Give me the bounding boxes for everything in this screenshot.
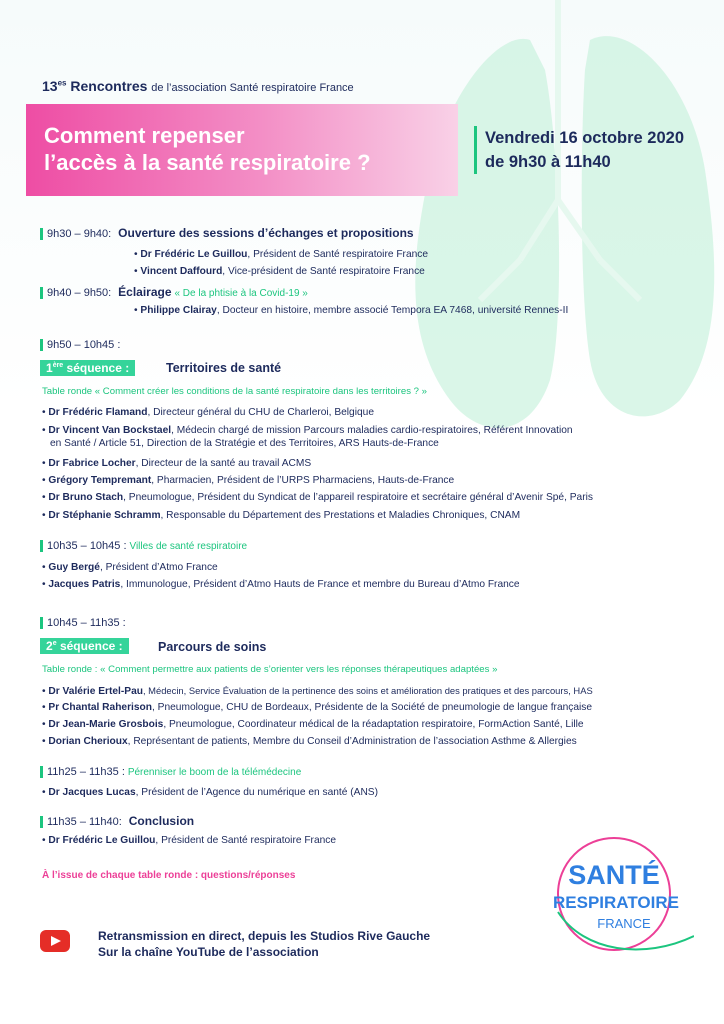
speaker-item: • Dr Valérie Ertel-Pau, Médecin, Service Évaluation de la pertinence des soins et amélioration des pratiques et des parcours, HAS <box>42 685 593 697</box>
seq2-badge: 2e séquence : <box>40 638 129 654</box>
page-title: Comment repenser l’accès à la santé respiratoire ? <box>44 123 371 175</box>
speaker-item: • Dr Bruno Stach, Pneumologue, Président du Syndicat de l’appareil respiratoire et secrétaire général d’Avenir Spé, Paris <box>42 492 593 503</box>
session-title: Villes de santé respiratoire <box>129 541 248 552</box>
session-title: Éclairage <box>118 285 172 299</box>
villes-session-heading <box>40 540 247 552</box>
speaker-item: • Dorian Cherioux, Représentant de patients, Membre du Conseil d’Administration de l’association Asthme & Allergies <box>42 736 577 747</box>
speaker-item: • Dr Stéphanie Schramm, Responsable du Département des Prestations et Maladies Chroniques, CNAM <box>42 510 521 521</box>
seq1-table-round: Table ronde « Comment créer les conditions de la santé respiratoire dans les territoires ? » <box>42 386 428 397</box>
seq2-title: Parcours de soins <box>158 640 267 654</box>
seq2-time: 10h45 – 11h35 : <box>40 617 126 629</box>
speaker-item: • Dr Jacques Lucas, Président de l’Agence du numérique en santé (ANS) <box>42 787 378 798</box>
session-time: 11h35 – 11h40: <box>40 816 122 828</box>
speaker-item: • Guy Bergé, Président d’Atmo France <box>42 562 218 573</box>
speaker-item: • Pr Chantal Raherison, Pneumologue, CHU de Bordeaux, Présidente de la Société de pneumologie de langue française <box>42 702 593 713</box>
edition-line: $13^{es}$ Rencontres de l’association Santé respiratoire France <box>42 78 354 94</box>
session-time: 11h25 – 11h35 : <box>40 766 125 778</box>
conclusion-session-heading <box>40 814 194 828</box>
speaker-item: • Dr Frédéric Flamand, Directeur général du CHU de Charleroi, Belgique <box>42 407 374 418</box>
svg-text:FRANCE: FRANCE <box>597 916 651 931</box>
session-title: Ouverture des sessions d’échanges et propositions <box>118 226 414 240</box>
speaker-item: • Dr Frédéric Le Guillou, Président de Santé respiratoire France <box>134 249 429 260</box>
youtube-icon[interactable] <box>40 930 70 952</box>
speaker-item: • Dr Frédéric Le Guillou, Président de Santé respiratoire France <box>42 835 337 846</box>
session-time: 9h40 – 9h50: <box>40 287 111 299</box>
eclairage-session-heading <box>40 285 308 299</box>
svg-text:SANTÉ: SANTÉ <box>568 860 660 890</box>
title-banner <box>26 104 458 196</box>
sante-respiratoire-logo <box>544 832 694 962</box>
seq1-badge: 1ère séquence : <box>40 360 135 376</box>
session-subtitle: « De la phtisie à la Covid-19 » <box>174 288 308 299</box>
session-time: 10h35 – 10h45 : <box>40 540 127 552</box>
seq1-title: Territoires de santé <box>166 361 282 375</box>
session-time: 9h30 – 9h40: <box>40 228 111 240</box>
speaker-item: • Dr Fabrice Locher, Directeur de la santé au travail ACMS <box>42 458 312 469</box>
event-date: Vendredi 16 octobre 2020 de 9h30 à 11h40 <box>474 126 684 174</box>
qa-note: À l’issue de chaque table ronde : questions/réponses <box>42 870 296 881</box>
speaker-item: • Grégory Tempremant, Pharmacien, Président de l’URPS Pharmaciens, Hauts-de-France <box>42 475 455 486</box>
session-title: Conclusion <box>128 814 195 828</box>
opening-session-heading <box>40 226 414 240</box>
speaker-item: • Dr Jean-Marie Grosbois, Pneumologue, Coordinateur médical de la réadaptation respiratoire, FormAction Santé, Lille <box>42 719 584 730</box>
broadcast-info: Retransmission en direct, depuis les Studios Rive Gauche Sur la chaîne YouTube de l’association <box>98 929 431 959</box>
session-title: Pérenniser le boom de la télémédecine <box>127 767 302 778</box>
svg-text:RESPIRATOIRE: RESPIRATOIRE <box>553 893 679 912</box>
speaker-item: • Dr Vincent Van Bockstael, Médecin chargé de mission Parcours maladies cardio-respiratoires, Référent Innovation en Santé / Article 51, Direction de la Stratégie et des Territoires, ARS Hauts-de-France <box>42 425 573 449</box>
seq2-table-round: Table ronde : « Comment permettre aux patients de s’orienter vers les réponses thérapeutiques adaptées » <box>42 664 498 675</box>
speaker-item: • Jacques Patris, Immunologue, Président d’Atmo Hauts de France et membre du Bureau d’Atmo France <box>42 579 520 590</box>
speaker-item: • Vincent Daffourd, Vice-président de Santé respiratoire France <box>134 266 425 277</box>
seq1-time: 9h50 – 10h45 : <box>40 339 120 351</box>
speaker-item: • Philippe Clairay, Docteur en histoire, membre associé Tempora EA 7468, université Rennes-II <box>134 305 569 316</box>
telemed-session-heading <box>40 766 301 778</box>
